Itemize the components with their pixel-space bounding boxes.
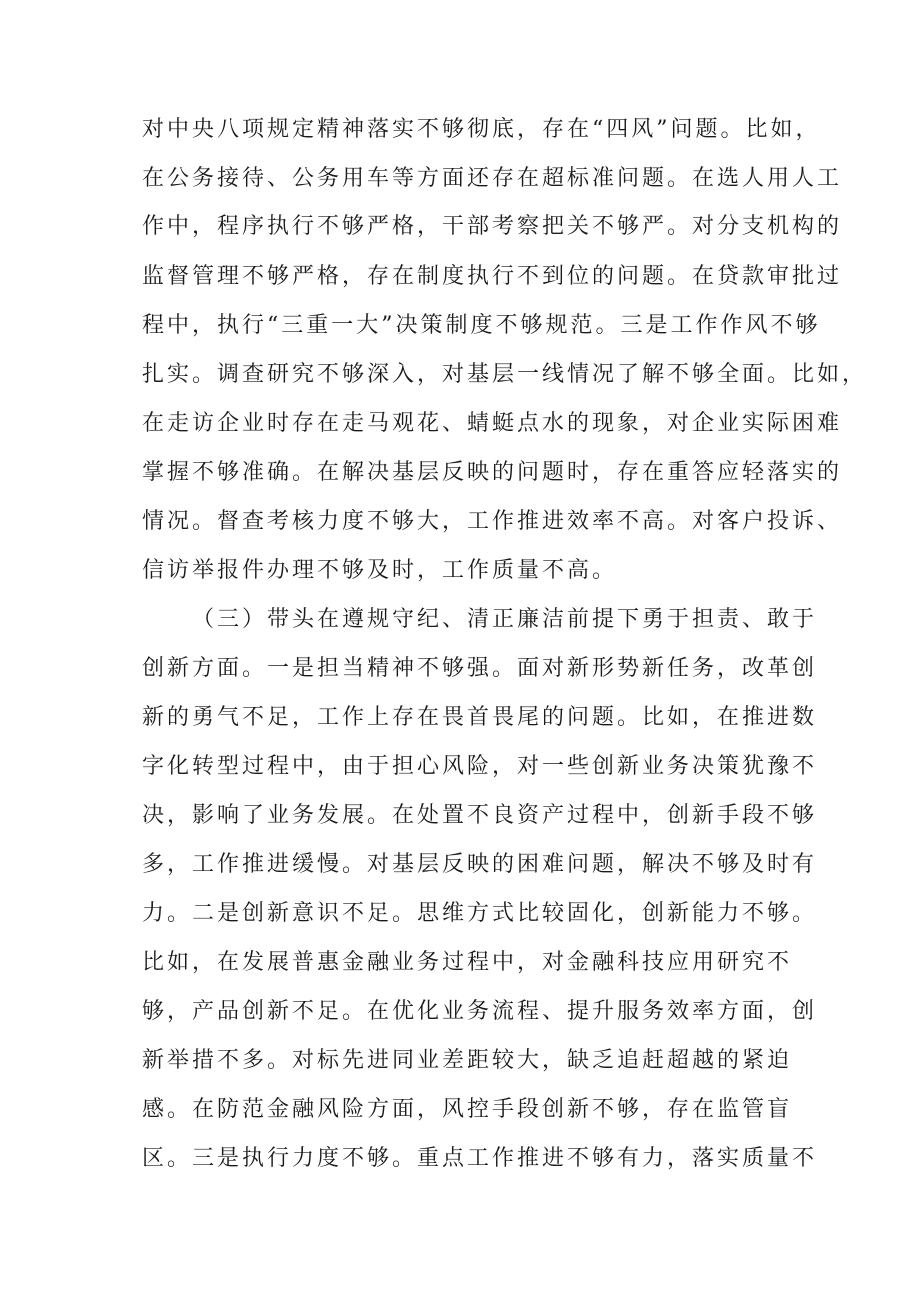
- text-line: 决，影响了业务发展。在处置不良资产过程中，创新手段不够: [142, 803, 818, 828]
- text-line: 监督管理不够严格，存在制度执行不到位的问题。在贷款审批过: [142, 264, 843, 289]
- text-line: 在走访企业时存在走马观花、蜻蜓点水的现象，对企业实际困难: [142, 411, 843, 436]
- text-line: 创新方面。一是担当精神不够强。面对新形势新任务，改革创: [142, 656, 818, 681]
- text-line: 力。二是创新意识不足。思维方式比较固化，创新能力不够。: [142, 901, 818, 926]
- text-line: 程中，执行“三重一大”决策制度不够规范。三是工作作风不够: [142, 313, 821, 338]
- text-line: 区。三是执行力度不够。重点工作推进不够有力，落实质量不: [142, 1146, 818, 1171]
- text-line: 情况。督查考核力度不够大，工作推进效率不高。对客户投诉、: [142, 509, 843, 534]
- text-line: 掌握不够准确。在解决基层反映的问题时，存在重答应轻落实的: [142, 460, 843, 485]
- section-heading-line: （三）带头在遵规守纪、清正廉洁前提下勇于担责、敢于: [192, 607, 818, 632]
- text-line: 多，工作推进缓慢。对基层反映的困难问题，解决不够及时有: [142, 852, 818, 877]
- text-line: 对中央八项规定精神落实不够彻底，存在“四风”问题。比如，: [142, 117, 821, 142]
- text-line: 感。在防范金融风险方面，风控手段创新不够，存在监管盲: [142, 1097, 793, 1122]
- text-line: 在公务接待、公务用车等方面还存在超标准问题。在选人用人工: [142, 166, 843, 191]
- text-line: 新举措不多。对标先进同业差距较大，缺乏追赶超越的紧迫: [142, 1048, 793, 1073]
- text-line: 扎实。调查研究不够深入，对基层一线情况了解不够全面。比如，: [142, 362, 868, 387]
- text-line: 字化转型过程中，由于担心风险，对一些创新业务决策犹豫不: [142, 754, 818, 779]
- text-line: 信访举报件办理不够及时，工作质量不高。: [142, 558, 618, 583]
- text-line: 作中，程序执行不够严格，干部考察把关不够严。对分支机构的: [142, 214, 843, 239]
- text-line: 比如，在发展普惠金融业务过程中，对金融科技应用研究不: [142, 950, 793, 975]
- text-line: 够，产品创新不足。在优化业务流程、提升服务效率方面，创: [142, 999, 818, 1024]
- text-line: 新的勇气不足，工作上存在畏首畏尾的问题。比如，在推进数: [142, 705, 818, 730]
